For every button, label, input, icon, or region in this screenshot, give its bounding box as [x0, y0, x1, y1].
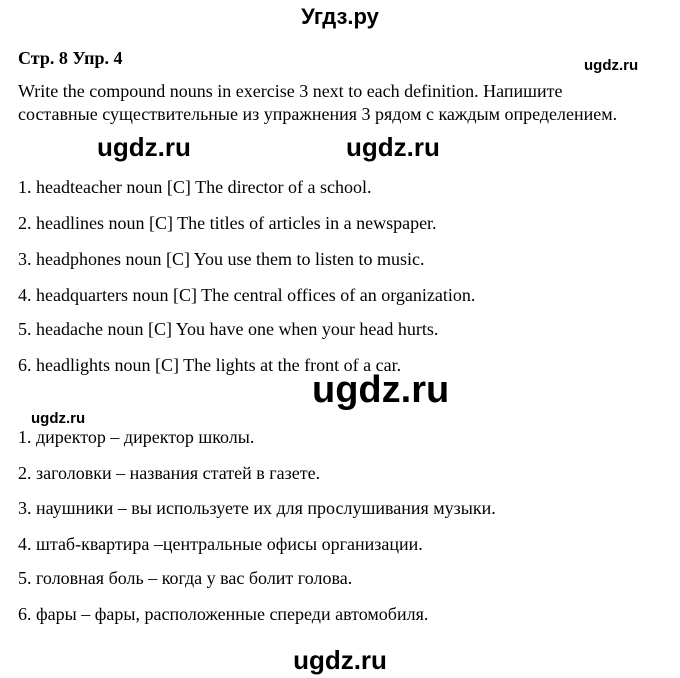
russian-item: 3. наушники – вы используете их для прослушивания музыки.: [18, 498, 496, 518]
english-item: 1. headteacher noun [C] The director of a school.: [18, 177, 372, 197]
page-heading: Стр. 8 Упр. 4: [18, 48, 123, 68]
russian-item: 2. заголовки – названия статей в газете.: [18, 463, 321, 483]
watermark: ugdz.ru: [97, 132, 191, 162]
watermark: ugdz.ru: [346, 132, 440, 162]
russian-item: 4. штаб-квартира –центральные офисы организации.: [18, 534, 423, 554]
instruction-line: составные существительные из упражнения 3 рядом с каждым определением.: [18, 104, 618, 124]
instruction-text: [18, 80, 678, 126]
russian-item: 1. директор – директор школы.: [18, 427, 255, 447]
english-item: 3. headphones noun [C] You use them to listen to music.: [18, 249, 425, 269]
site-title: Угдз.ру: [301, 4, 379, 29]
english-item: 6. headlights noun [C] The lights at the front of a car.: [18, 355, 402, 375]
watermark: ugdz.ru: [31, 410, 86, 427]
english-item: 5. headache noun [C] You have one when your head hurts.: [18, 319, 439, 339]
english-item: 4. headquarters noun [C] The central offices of an organization.: [18, 285, 476, 305]
watermark: ugdz.ru: [293, 645, 387, 675]
watermark: ugdz.ru: [584, 57, 639, 74]
russian-item: 6. фары – фары, расположенные спереди автомобиля.: [18, 604, 429, 624]
english-item: 2. headlines noun [C] The titles of articles in a newspaper.: [18, 213, 437, 233]
watermark: ugdz.ru: [312, 369, 450, 411]
instruction-line: Write the compound nouns in exercise 3 next to each definition. Напишите: [18, 81, 563, 101]
russian-item: 5. головная боль – когда у вас болит голова.: [18, 568, 353, 588]
